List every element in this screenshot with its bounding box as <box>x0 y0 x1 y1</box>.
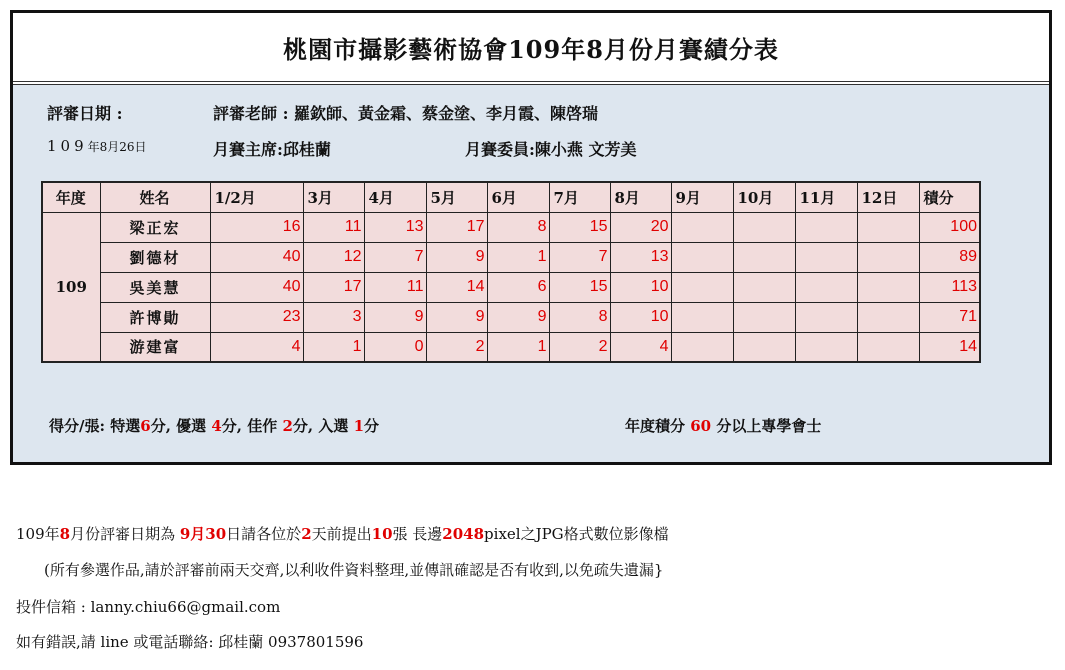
score-cell: 9 <box>426 242 487 272</box>
note-submission-email: 投件信箱 : lanny.chiu66@gmail.com <box>16 598 281 616</box>
score-cell: 4 <box>610 332 671 362</box>
table-row <box>42 242 980 272</box>
points-text-4: 分, 入選 <box>292 417 354 435</box>
score-cell: 40 <box>210 272 303 302</box>
score-cell: 15 <box>549 212 610 242</box>
total-cell: 113 <box>919 272 980 302</box>
note-text: 109年 <box>16 525 60 543</box>
score-cell: 14 <box>426 272 487 302</box>
note-text: pixel之JPG格式數位影像檔 <box>484 525 669 543</box>
score-cell <box>795 302 857 332</box>
score-cell <box>857 242 919 272</box>
member-name: 許博勛 <box>100 302 210 332</box>
score-table <box>41 181 981 363</box>
score-cell: 2 <box>426 332 487 362</box>
score-cell: 1 <box>487 332 549 362</box>
score-cell: 10 <box>610 302 671 332</box>
score-cell: 16 <box>210 212 303 242</box>
date-year: 109 <box>47 137 88 155</box>
annual-threshold <box>625 415 821 436</box>
column-header: 7月 <box>549 182 610 212</box>
note-contact: 如有錯誤,請 line 或電話聯絡: 邱桂蘭 0937801596 <box>16 633 364 651</box>
score-cell: 40 <box>210 242 303 272</box>
score-cell <box>857 272 919 302</box>
member-name: 梁正宏 <box>100 212 210 242</box>
table-header-row <box>42 182 980 212</box>
score-cell <box>733 332 795 362</box>
score-cell: 11 <box>303 212 364 242</box>
year-cell: 109 <box>42 212 100 362</box>
score-cell: 11 <box>364 272 426 302</box>
note-highlight: 2 <box>301 525 312 543</box>
score-cell: 13 <box>364 212 426 242</box>
table-row <box>42 212 980 242</box>
column-header: 11月 <box>795 182 857 212</box>
sheet-title: 桃園市攝影藝術協會109年8月份月賽績分表 <box>13 13 1049 85</box>
member-name: 吳美慧 <box>100 272 210 302</box>
score-cell: 10 <box>610 272 671 302</box>
note-text: 天前提出 <box>311 525 372 543</box>
date-suffix: 日 <box>134 140 147 154</box>
annual-text-1: 年度積分 <box>625 417 691 435</box>
score-cell: 3 <box>303 302 364 332</box>
score-cell: 0 <box>364 332 426 362</box>
note-highlight: 9月30 <box>179 525 227 543</box>
score-cell <box>671 272 733 302</box>
column-header: 姓名 <box>100 182 210 212</box>
points-text-1: 得分/張: 特選 <box>49 417 141 435</box>
score-cell: 6 <box>487 272 549 302</box>
column-header: 積分 <box>919 182 980 212</box>
score-cell: 1 <box>487 242 549 272</box>
score-cell: 15 <box>549 272 610 302</box>
column-header: 5月 <box>426 182 487 212</box>
score-cell: 20 <box>610 212 671 242</box>
total-cell: 89 <box>919 242 980 272</box>
score-cell <box>857 212 919 242</box>
score-cell: 23 <box>210 302 303 332</box>
column-header: 4月 <box>364 182 426 212</box>
note-highlight: 2048 <box>442 525 485 543</box>
score-cell: 2 <box>549 332 610 362</box>
score-cell <box>795 332 857 362</box>
score-cell <box>671 302 733 332</box>
score-cell <box>671 242 733 272</box>
score-cell <box>671 332 733 362</box>
points-value-special: 6 <box>140 417 151 435</box>
column-header: 12日 <box>857 182 919 212</box>
points-value-merit: 2 <box>282 417 293 435</box>
column-header: 6月 <box>487 182 549 212</box>
judges-list: 評審老師 : 羅欽師、黃金霜、蔡金塗、李月霞、陳啓瑞 <box>213 104 599 123</box>
member-name: 游建富 <box>100 332 210 362</box>
score-cell: 1 <box>303 332 364 362</box>
table-row <box>42 272 980 302</box>
note-text: 日請各位於 <box>226 525 302 543</box>
score-cell <box>733 242 795 272</box>
note-submission-deadline <box>16 523 669 544</box>
score-cell <box>857 332 919 362</box>
points-per-photo <box>49 415 379 436</box>
note-highlight: 10 <box>371 525 393 543</box>
points-value-excellent: 4 <box>211 417 222 435</box>
note-instructions: (所有參選作品,請於評審前兩天交齊,以利收件資料整理,並傳訊確認是否有收到,以免疏失遺漏} <box>44 561 664 579</box>
table-row <box>42 302 980 332</box>
note-highlight: 8 <box>59 525 71 543</box>
date-month-day: 年8月26 <box>87 140 135 154</box>
score-sheet <box>10 10 1052 465</box>
score-cell <box>733 302 795 332</box>
score-cell: 4 <box>210 332 303 362</box>
score-cell: 8 <box>487 212 549 242</box>
score-cell <box>733 212 795 242</box>
column-header: 9月 <box>671 182 733 212</box>
note-text: 張 長邊 <box>392 525 443 543</box>
column-header: 1/2月 <box>210 182 303 212</box>
score-cell: 12 <box>303 242 364 272</box>
points-text-5: 分 <box>364 417 380 435</box>
score-cell: 8 <box>549 302 610 332</box>
points-text-2: 分, 優選 <box>150 417 212 435</box>
score-cell <box>857 302 919 332</box>
score-cell <box>795 212 857 242</box>
points-value-accepted: 1 <box>353 417 365 435</box>
score-cell: 9 <box>364 302 426 332</box>
contest-chair: 月賽主席:邱桂蘭 <box>213 140 331 159</box>
judging-date-value <box>47 137 147 155</box>
score-cell: 7 <box>549 242 610 272</box>
score-cell <box>795 242 857 272</box>
annual-text-2: 分以上專學會士 <box>711 417 822 435</box>
total-cell: 100 <box>919 212 980 242</box>
column-header: 3月 <box>303 182 364 212</box>
score-cell: 17 <box>426 212 487 242</box>
score-cell: 7 <box>364 242 426 272</box>
score-cell <box>733 272 795 302</box>
column-header: 10月 <box>733 182 795 212</box>
note-text: 月份評審日期為 <box>70 525 180 543</box>
table-row <box>42 332 980 362</box>
score-cell: 17 <box>303 272 364 302</box>
total-cell: 14 <box>919 332 980 362</box>
points-text-3: 分, 佳作 <box>221 417 283 435</box>
column-header: 年度 <box>42 182 100 212</box>
score-cell: 9 <box>426 302 487 332</box>
member-name: 劉德材 <box>100 242 210 272</box>
judging-date-label: 評審日期 : <box>47 104 123 123</box>
column-header: 8月 <box>610 182 671 212</box>
contest-committee: 月賽委員:陳小燕 文芳美 <box>465 140 637 159</box>
score-cell <box>795 272 857 302</box>
score-cell: 9 <box>487 302 549 332</box>
annual-threshold-value: 60 <box>690 417 712 435</box>
score-cell: 13 <box>610 242 671 272</box>
score-cell <box>671 212 733 242</box>
total-cell: 71 <box>919 302 980 332</box>
